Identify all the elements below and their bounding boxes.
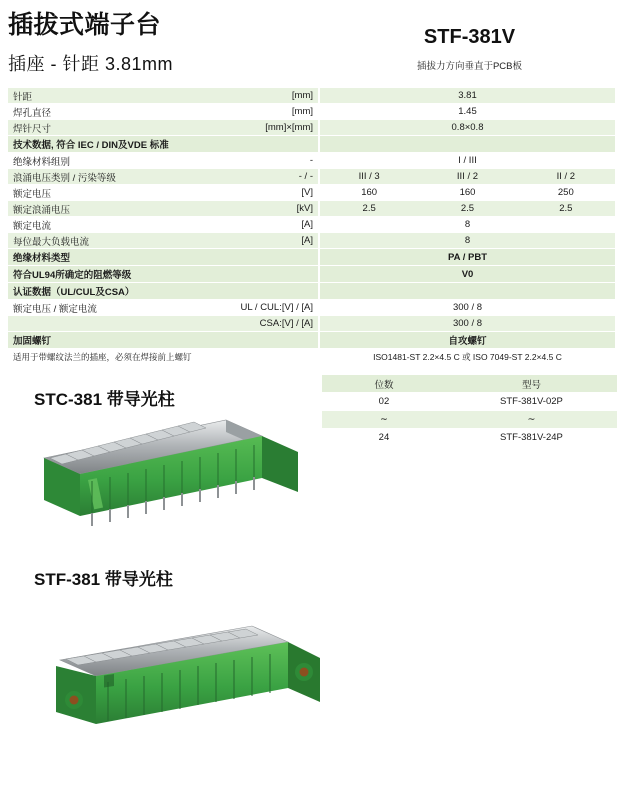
spec-label: 针距 [13, 91, 33, 103]
spec-label: 额定电流 [13, 220, 52, 232]
table-row [322, 411, 617, 429]
spec-value-row [320, 316, 615, 332]
spec-value-row [320, 88, 615, 104]
spec-unit: [V] [301, 187, 313, 198]
spec-value: III / 2 [456, 171, 479, 182]
spec-value: 2.5 [559, 203, 573, 214]
spec-value: 160 [459, 187, 476, 198]
spec-unit: [mm]×[mm] [265, 122, 313, 133]
spec-value: PA / PBT [447, 251, 488, 263]
spec-row [8, 316, 318, 332]
product-photo-stc381 [30, 418, 310, 543]
spec-row [8, 120, 318, 136]
spec-section-header [8, 283, 318, 300]
spec-value-row [320, 266, 615, 283]
spec-unit: - [309, 155, 313, 166]
spec-section-header [8, 332, 318, 349]
table-row [322, 429, 617, 447]
spec-row [8, 185, 318, 201]
spec-value-row [320, 153, 615, 169]
model-note: 插拔力方向垂直于PCB板 [416, 61, 523, 72]
spec-unit: [A] [301, 219, 313, 230]
order-model: STF-381V-24P [500, 432, 563, 443]
spec-value-row [320, 120, 615, 136]
order-col-header-model: 型号 [521, 379, 541, 391]
spec-unit: CSA:[V] / [A] [259, 318, 313, 329]
order-table-header [322, 375, 617, 393]
spec-value-row [320, 169, 615, 185]
table-row [322, 393, 617, 411]
order-table [322, 375, 617, 447]
spec-row [8, 169, 318, 185]
spec-label: 浪涌电压类别 / 污染等级 [13, 172, 116, 184]
model-name: STF-381V [423, 26, 516, 48]
spec-labels-column [8, 88, 318, 365]
product-title-stf381: STF-381 带导光柱 [34, 570, 173, 589]
spec-footnote-left: 适用于带螺纹法兰的插座，必须在焊接前上螺钉 [8, 349, 318, 365]
spec-value-row [320, 185, 615, 201]
product-photo-stf381 [38, 620, 328, 750]
spec-value: III / 3 [358, 171, 380, 182]
spec-unit: [kV] [296, 203, 313, 214]
order-model: ∼ [527, 414, 536, 425]
spec-row [8, 300, 318, 316]
spec-value: 8 [464, 219, 471, 230]
spec-label: 焊针尺寸 [13, 123, 52, 135]
spec-row [8, 104, 318, 120]
order-model: STF-381V-02P [500, 396, 563, 407]
spec-section-header [8, 266, 318, 283]
spec-label: 加固螺钉 [13, 336, 52, 347]
spec-row [8, 201, 318, 217]
spec-value: V0 [461, 268, 474, 280]
header-left [8, 12, 318, 76]
spec-label: 符合UL94所确定的阻燃等级 [13, 270, 132, 281]
spec-unit: [A] [301, 235, 313, 246]
spec-footnote-right: ISO1481-ST 2.2×4.5 C 或 ISO 7049-ST 2.2×4.5 C [320, 349, 615, 365]
order-positions: 24 [378, 432, 390, 443]
spec-label: 认证数据（UL/CUL及CSA） [13, 287, 135, 298]
spec-value-row [320, 217, 615, 233]
spec-unit: [mm] [291, 106, 313, 117]
spec-value: I / III [458, 155, 477, 166]
spec-tables [8, 88, 615, 365]
spec-value: 1.45 [458, 106, 477, 117]
spec-label: 额定浪涌电压 [13, 204, 71, 216]
spec-label: 绝缘材料类型 [13, 253, 71, 264]
spec-label: 额定电压 / 额定电流 [13, 303, 97, 315]
spec-value: 2.5 [460, 203, 475, 214]
spec-value: 自攻螺钉 [448, 336, 487, 347]
page-title: 插拔式端子台 [8, 11, 162, 39]
spec-unit: [mm] [291, 90, 313, 101]
spec-value-row [320, 300, 615, 316]
spec-label: 焊孔直径 [13, 107, 52, 119]
product-title-stc381: STC-381 带导光柱 [34, 390, 175, 409]
spec-value-row [320, 249, 615, 266]
spec-value-row [320, 104, 615, 120]
spec-label: 绝缘材料组别 [13, 156, 71, 168]
page-subtitle: 插座 - 针距 3.81mm [8, 53, 174, 74]
spec-value: 0.8×0.8 [451, 122, 484, 133]
spec-value: 300 / 8 [452, 318, 483, 329]
spec-label: 技术数据, 符合 IEC / DIN及VDE 标准 [13, 140, 169, 151]
spec-row [8, 88, 318, 104]
spec-value: 2.5 [362, 203, 376, 214]
spec-value: 300 / 8 [452, 302, 483, 313]
spec-value: II / 2 [556, 171, 576, 182]
spec-label: 每位最大负载电流 [13, 236, 90, 248]
order-positions: ∼ [379, 414, 388, 425]
spec-value: 8 [464, 235, 471, 246]
spec-row [8, 217, 318, 233]
order-col-header-positions: 位数 [374, 379, 394, 391]
spec-unit: UL / CUL:[V] / [A] [240, 302, 313, 313]
spec-section-header [8, 136, 318, 153]
spec-section-header [8, 249, 318, 266]
spec-label: 额定电压 [13, 188, 52, 200]
header-right [322, 26, 617, 72]
order-positions: 02 [378, 396, 390, 407]
spec-value-row [320, 136, 615, 153]
spec-row [8, 153, 318, 169]
spec-value-row [320, 332, 615, 349]
spec-value-row [320, 233, 615, 249]
spec-value-row [320, 201, 615, 217]
spec-value: 160 [361, 187, 378, 198]
spec-row [8, 233, 318, 249]
spec-value: 3.81 [458, 90, 477, 101]
spec-unit: - / - [298, 171, 313, 182]
spec-values-column [320, 88, 615, 365]
spec-value: 250 [557, 187, 574, 198]
spec-value-row [320, 283, 615, 300]
